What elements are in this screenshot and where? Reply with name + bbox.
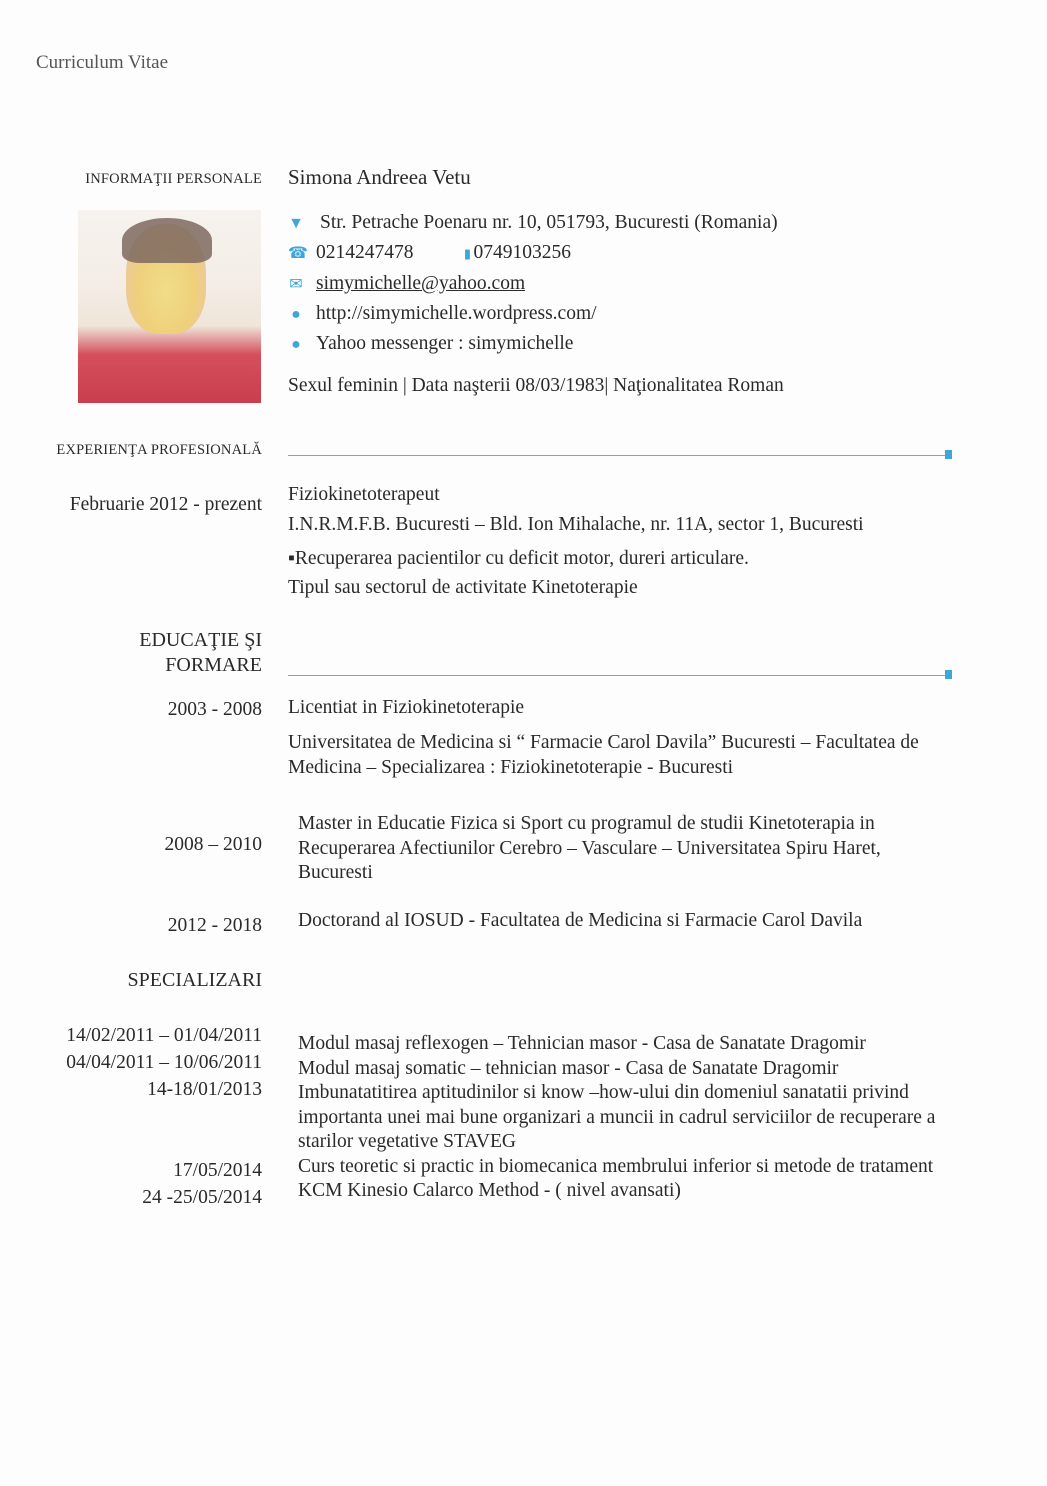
email-icon: ✉ bbox=[289, 276, 303, 293]
education-doctorate: Doctorand al IOSUD - Facultatea de Medicina si Farmacie Carol Davila bbox=[298, 910, 863, 931]
specialization-line: Modul masaj somatic – tehnician masor - Casa de Sanatate Dragomir bbox=[298, 1057, 839, 1079]
location-pin-icon: ▼ bbox=[288, 215, 304, 232]
personal-details: Sexul feminin | Data naşterii 08/03/1983| Naţionalitatea Roman bbox=[288, 375, 784, 396]
web-icon: ● bbox=[291, 306, 301, 323]
specialization-line: Curs teoretic si practic in biomecanica membrului inferior si metode de tratament bbox=[298, 1155, 934, 1177]
specialization-date: 17/05/2014 bbox=[173, 1160, 262, 1181]
chat-icon: ● bbox=[291, 336, 301, 353]
mobile: 0749103256 bbox=[473, 242, 571, 263]
website-row bbox=[288, 303, 597, 325]
education-line: Master in Educatie Fizica si Sport cu programul de studii Kinetoterapia in bbox=[298, 813, 875, 834]
messenger-row bbox=[288, 333, 573, 355]
specialization-date: 14-18/01/2013 bbox=[147, 1079, 262, 1100]
specialization-line: starilor vegetative STAVEG bbox=[298, 1131, 516, 1152]
experience-bullet: ▪Recuperarea pacientilor cu deficit motor, dureri articulare. bbox=[288, 548, 749, 569]
education-master bbox=[298, 812, 881, 886]
phone: 0214247478 bbox=[316, 242, 414, 263]
profile-photo bbox=[78, 210, 261, 403]
education-line: Recuperarea Afectiunilor Cerebro – Vasculare – Universitatea Spiru Haret, bbox=[298, 837, 881, 859]
education-line: Bucuresti bbox=[298, 862, 373, 883]
website[interactable]: http://simymichelle.wordpress.com/ bbox=[316, 303, 597, 324]
education-title: Licentiat in Fiziokinetoterapie bbox=[288, 697, 525, 718]
specialization-dates bbox=[66, 1022, 262, 1211]
specialization-list bbox=[298, 1032, 935, 1204]
education-institution bbox=[288, 731, 919, 780]
mobile-icon: ▮ bbox=[463, 246, 472, 261]
experience-sector: Tipul sau sectorul de activitate Kinetoterapie bbox=[288, 577, 638, 598]
education-line: Universitatea de Medicina si “ Farmacie Carol Davila” Bucuresti – Facultatea de bbox=[288, 732, 919, 753]
section-label-experience: EXPERIENŢA PROFESIONALĂ bbox=[56, 442, 262, 458]
specialization-line: KCM Kinesio Calarco Method - ( nivel avansati) bbox=[298, 1180, 681, 1201]
education-period: 2012 - 2018 bbox=[167, 915, 262, 936]
phone-row bbox=[288, 242, 571, 264]
specialization-line: importanta unei mai bune organizari a muncii in cadrul serviciilor de recuperare a bbox=[298, 1106, 936, 1128]
full-name: Simona Andreea Vetu bbox=[288, 165, 471, 189]
specialization-date: 24 -25/05/2014 bbox=[142, 1187, 262, 1208]
messenger: Yahoo messenger : simymichelle bbox=[316, 333, 574, 354]
specialization-date: 04/04/2011 – 10/06/2011 bbox=[66, 1052, 262, 1073]
education-period: 2008 – 2010 bbox=[164, 834, 262, 855]
education-line: Medicina – Specializarea : Fiziokinetoterapie - Bucuresti bbox=[288, 756, 734, 778]
email-link[interactable]: simymichelle@yahoo.com bbox=[316, 273, 526, 294]
experience-period: Februarie 2012 - prezent bbox=[69, 494, 262, 515]
experience-bullet-text: Recuperarea pacientilor cu deficit motor, dureri articulare. bbox=[294, 548, 749, 569]
phone-icon: ☎ bbox=[288, 245, 308, 262]
section-divider bbox=[288, 455, 948, 456]
document-title: Curriculum Vitae bbox=[36, 52, 169, 73]
address: Str. Petrache Poenaru nr. 10, 051793, Bucuresti (Romania) bbox=[320, 212, 778, 233]
section-label-personal: INFORMAŢII PERSONALE bbox=[85, 171, 262, 187]
email-row bbox=[288, 273, 525, 295]
education-period: 2003 - 2008 bbox=[167, 699, 262, 720]
section-label-specializations: SPECIALIZARI bbox=[127, 969, 262, 991]
specialization-date: 14/02/2011 – 01/04/2011 bbox=[66, 1025, 262, 1046]
specialization-line: Imbunatatitirea aptitudinilor si know –how-ului din domeniul sanatatii privind bbox=[298, 1082, 909, 1103]
experience-position: Fiziokinetoterapeut bbox=[288, 484, 440, 505]
section-divider bbox=[288, 675, 948, 676]
education-label-line1: EDUCAŢIE ŞI bbox=[139, 629, 262, 651]
address-row bbox=[288, 212, 778, 234]
specialization-line: Modul masaj reflexogen – Tehnician masor - Casa de Sanatate Dragomir bbox=[298, 1033, 866, 1054]
education-label-line2: FORMARE bbox=[165, 654, 262, 676]
section-label-education bbox=[139, 628, 262, 678]
experience-employer: I.N.R.M.F.B. Bucuresti – Bld. Ion Mihalache, nr. 11A, sector 1, Bucuresti bbox=[288, 514, 864, 535]
